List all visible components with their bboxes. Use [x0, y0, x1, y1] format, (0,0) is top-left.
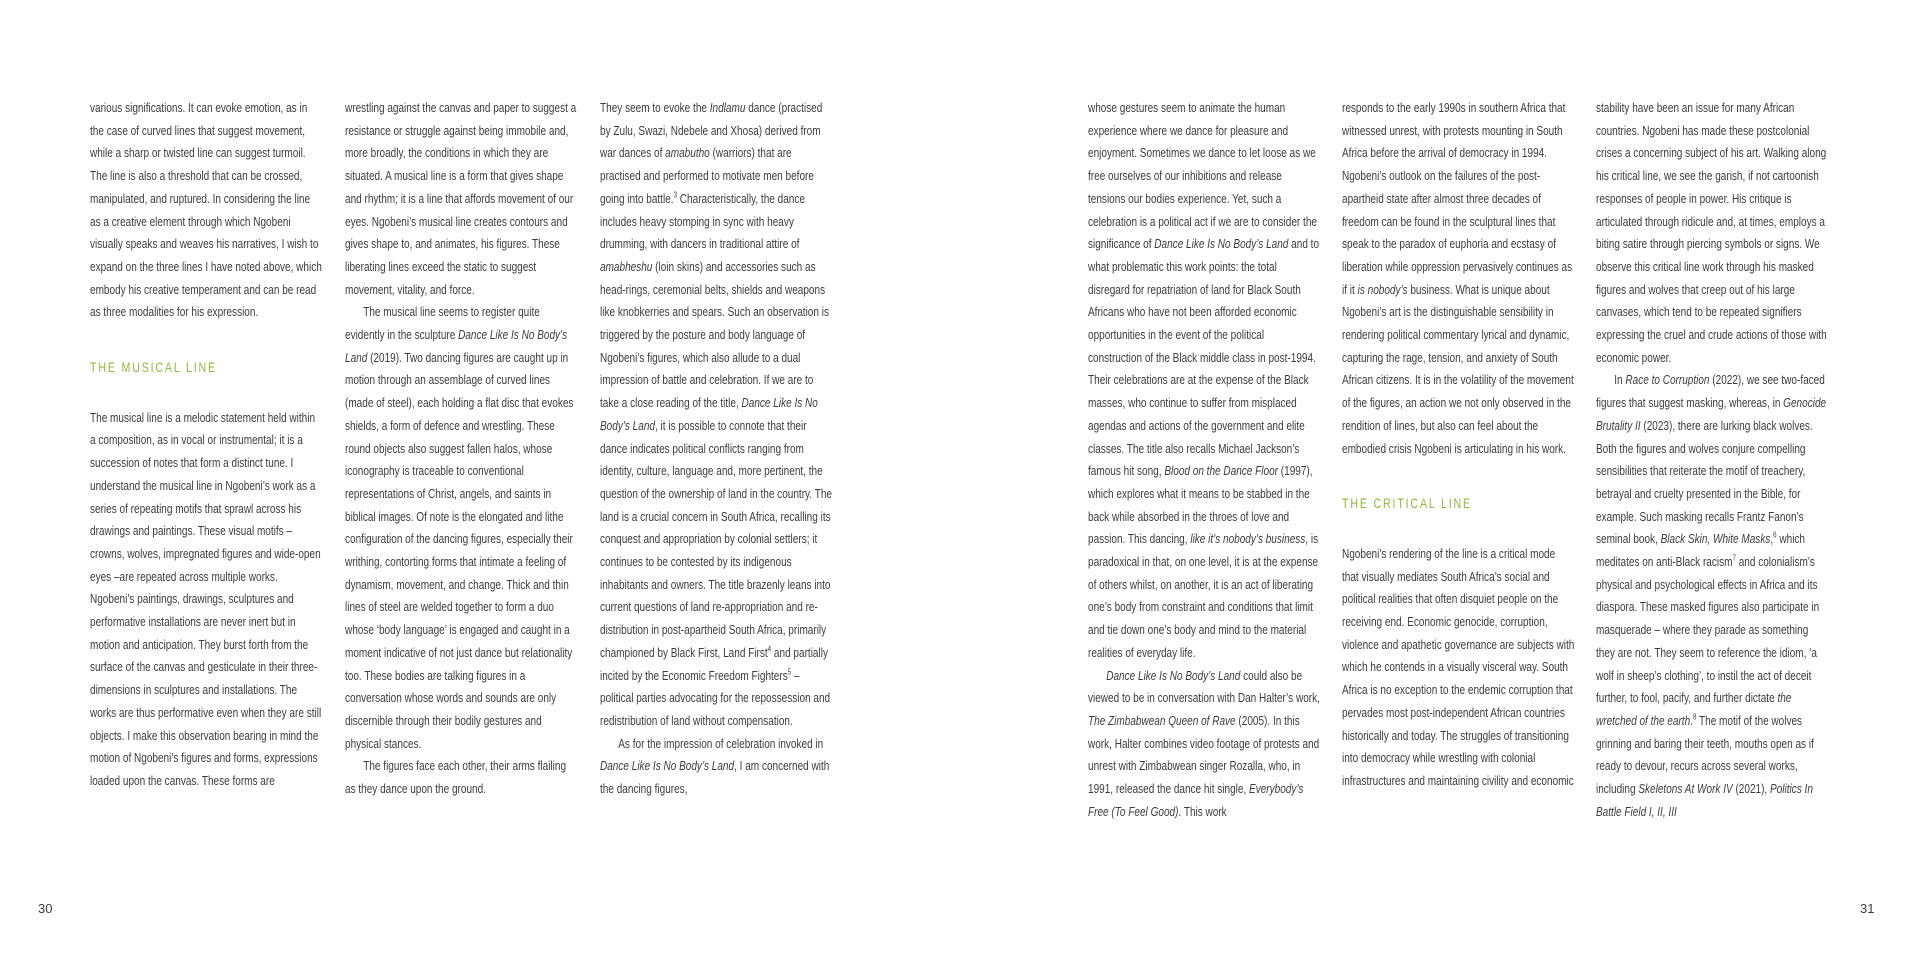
- paragraph: Dance Like Is No Body’s Land could also be viewed to be in conversation with Dan Halter’s work, The Zimbabwean Queen of Rave (2005). In this work, Halter combines video footage of protests and unrest with Zimbabwean singer Rozalla, who, in 1991, released the dance hit single, Everybody’s Free (To Feel Good). This work: [1088, 667, 1320, 819]
- text-column-1: [90, 97, 323, 793]
- text-column-2: [345, 97, 578, 801]
- paragraph: As for the impression of celebration invoked in Dance Like Is No Body’s Land, I am concerned with the dancing figures,: [600, 735, 830, 797]
- paragraph: They seem to evoke the Indlamu dance (practised by Zulu, Swazi, Ndebele and Xhosa) derived from war dances of amabutho (warriors) that are practised and performed to motivate men before going into battle.$^3$ Characteristically, the dance includes heavy stomping in sync with heavy drumming, with dancers in traditional attire of amabheshu (loin skins) and accessories such as head-rings, ceremonial belts, shields and weapons like knobkerries and spears. Such an observation is triggered by the posture and body language of Ngobeni’s figures, which also allude to a dual impression of battle and celebration. If we are to take a close reading of the title, Dance Like Is No Body’s Land, it is possible to connote that their dance indicates political conflicts ranging from identity, culture, language and, more pertinent, the question of the ownership of land in the country. The land is a crucial concern in South Africa, recalling its conquest and appropriation by colonial settlers; it continues to be contested by its indigenous inhabitants and owners. The title brazenly leans into current questions of land re-appropriation and re-distribution in post-apartheid South Africa, primarily championed by Black First, Land First$^4$ and partially incited by the Economic Freedom Fighters$^5$ – political parties advocating for the repossession and redistribution of land without compensation.: [600, 100, 832, 728]
- paragraph: responds to the early 1990s in southern Africa that witnessed unrest, with protests mounting in South Africa before the arrival of democracy in 1994. Ngobeni’s outlook on the failures of the post-apartheid state after almost three decades of freedom can be found in the sculptural lines that speak to the paradox of euphoria and ecstasy of liberation while oppression pervasively continues as if it is nobody’s business. What is unique about Ngobeni’s art is the distinguishable sensibility in rendering political commentary lyrical and dynamic, capturing the rage, tension, and anxiety of South African citizens. It is in the volatility of the movement of the figures, an action we not only observed in the rendition of lines, but also can feel about the embodied crisis Ngobeni is articulating in his work.: [1342, 100, 1574, 456]
- paragraph: Ngobeni’s rendering of the line is a critical mode that visually mediates South Africa’s social and political realities that often disquiet people on the receiving end. Economic genocide, corruption, violence and apathetic governance are subjects with which he contends in a visually visceral way. South Africa is no exception to the endemic corruption that pervades most post-independent African countries historically and today. The struggles of transitioning into democracy while wrestling with colonial infrastructures and maintaining civility and economic: [1342, 545, 1575, 788]
- paragraph: The musical line is a melodic statement held within a composition, as in vocal or instrumental; it is a succession of notes that form a distinct tune. I understand the musical line in Ngobeni’s work as a series of repeating motifs that sprawl across his drawings and paintings. These visual motifs – crowns, wolves, impregnated figures and wide-open eyes –are repeated across multiple works. Ngobeni’s paintings, drawings, sculptures and performative installations are never inert but in motion and anticipation. They burst forth from the surface of the canvas and gesticulate in their three-dimensions in sculptures and installations. The works are thus performative even when they are still objects. I make this observation bearing in mind the motion of Ngobeni’s figures and forms, expressions loaded upon the canvas. These forms are: [90, 409, 322, 788]
- paragraph: stability have been an issue for many African countries. Ngobeni has made these postcolonial crises a concerning subject of his art. Walking along his critical line, we see the garish, if not cartoonish responses of people in power. His critique is articulated through ridicule and, at times, employs a biting satire through piercing symbols or signs. We observe this critical line work through his masked figures and wolves that creep out of his large canvases, which tend to be repeated signifiers expressing the cruel and crude actions of those with economic power.: [1596, 100, 1827, 365]
- section-heading: THE CRITICAL LINE: [1342, 495, 1472, 512]
- page-number-right: 31: [1860, 901, 1875, 916]
- paragraph: In Race to Corruption (2022), we see two-faced figures that suggest masking, whereas, in Genocide Brutality II (2023), there are lurking black wolves. Both the figures and wolves conjure compelling sensibilities that reiterate the motif of treachery, betrayal and cruelty presented in the Bible, for example. Such masking recalls Frantz Fanon’s seminal book, Black Skin, White Masks,$^6$ which meditates on anti-Black racism$^7$ and colonialism’s physical and psychological effects in Africa and its diaspora. These masked figures also participate in masquerade – where they parade as something they are not. They seem to reference the idiom, ‘a wolf in sheep’s clothing’, to instil the act of deceit further, to fool, pacify, and further dictate the wretched of the earth.$^8$ The motif of the wolves grinning and baring their teeth, mouths open as if ready to devour, recurs across several works, including Skeletons At Work IV (2021), Politics In Battle Field I, II, III: [1596, 372, 1827, 819]
- text-column-4: [1088, 97, 1321, 824]
- text-column-3: [600, 97, 833, 801]
- paragraph: whose gestures seem to animate the human experience where we dance for pleasure and enjoyment. Sometimes we dance to let loose as we free ourselves of our inhibitions and release tensions our bodies experience. Yet, such a celebration is a political act if we are to consider the significance of Dance Like Is No Body’s Land and to what problematic this work points: the total disregard for repatriation of land for Black South Africans who have not been afforded economic opportunities in the event of the political construction of the Black middle class in post-1994. Their celebrations are at the expense of the Black masses, who continue to suffer from misplaced agendas and actions of the government and elite classes. The title also recalls Michael Jackson’s famous hit song, Blood on the Dance Floor (1997), which explores what it means to be stabbed in the back while absorbed in the throes of love and passion. This dancing, like it’s nobody’s business, is paradoxical in that, on one level, it is at the expense of others whilst, on another, it is an act of liberating one’s body from constraint and conditions that limit and tie down one’s body and mind to the material realities of everyday life.: [1088, 100, 1320, 660]
- paragraph: The musical line seems to register quite evidently in the sculpture Dance Like Is No Body’s Land (2019). Two dancing figures are caught up in motion through an assemblage of curved lines (made of steel), each holding a flat disc that evokes shields, a form of defence and wrestling. These round objects also suggest fallen halos, whose iconography is traceable to conventional representations of Christ, angels, and saints in biblical images. Of note is the elongated and lithe configuration of the dancing figures, especially their writhing, contorting forms that intimate a feeling of dynamism, movement, and change. Thick and thin lines of steel are welded together to form a duo whose ‘body language’ is engaged and caught in a moment indicative of not just dance but relationality too. These bodies are talking figures in a conversation whose words and sounds are only discernible through their bodily gestures and physical stances.: [345, 304, 574, 751]
- text-column-5: [1342, 97, 1575, 793]
- page-number-left: 30: [38, 901, 53, 916]
- paragraph: The figures face each other, their arms flailing as they dance upon the ground.: [345, 758, 567, 797]
- paragraph: various significations. It can evoke emotion, as in the case of curved lines that suggest movement, while a sharp or twisted line can suggest turmoil. The line is also a threshold that can be crossed, manipulated, and ruptured. In considering the line as a creative element through which Ngobeni visually speaks and weaves his narratives, I wish to expand on the three lines I have noted above, which embody his creative temperament and can be read as three modalities for his expression.: [90, 100, 322, 320]
- section-heading: THE MUSICAL LINE: [90, 359, 217, 376]
- text-column-6: [1596, 97, 1829, 824]
- paragraph: wrestling against the canvas and paper to suggest a resistance or struggle against being immobile and, more broadly, the conditions in which they are situated. A musical line is a form that gives shape and rhythm; it is a line that affords movement of our eyes. Ngobeni’s musical line creates contours and gives shape to, and animates, his figures. These liberating lines exceed the static to suggest movement, vitality, and force.: [345, 100, 577, 297]
